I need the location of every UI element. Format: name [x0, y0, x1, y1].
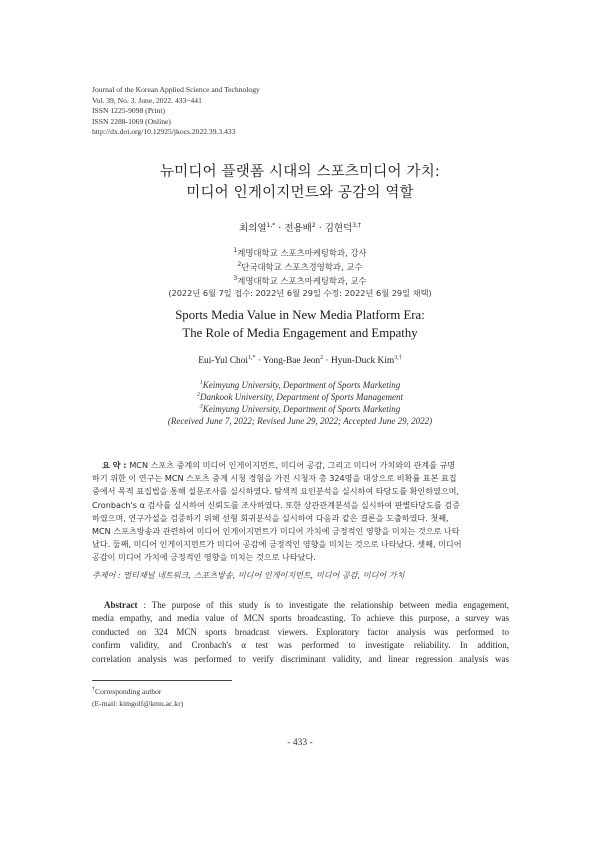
korean-abstract — [92, 459, 509, 565]
korean-abstract-line: 하였으며, 연구가설을 검증하기 위해 선형 회귀분석을 실시하여 다음과 같은 결론을 도출하였다. 첫째, — [92, 512, 449, 523]
corresponding-author-note — [92, 686, 183, 698]
english-abstract-label: Abstract — [104, 600, 138, 610]
abstract-text: : The purpose of this study is to investigate the relationship between media engagement, — [137, 600, 509, 610]
issn-online: ISSN 2288-1069 (Online) — [92, 116, 171, 126]
korean-abstract-line: MCN 스포츠방송과 관련하여 미디어 인게이지먼트가 미디어 가치에 긍정적인 영향을 미치는 것으로 나타 — [92, 526, 460, 537]
issn-print: ISSN 1225-9098 (Print) — [92, 106, 165, 116]
english-abstract-line: conducted on 324 MCN sports broadcast viewers. Exploratory factor analysis was performed to — [92, 626, 509, 637]
korean-dates: (2022년 6월 7일 접수: 2022년 6월 29일 수정: 2022년 6월 29일 채택) — [168, 288, 432, 298]
english-abstract-line — [92, 599, 509, 612]
aff-text: 단국대학교 스포츠경영학과, 교수 — [241, 262, 363, 272]
aff-sup: 1 — [233, 247, 238, 255]
english-author-1-sup: 1,* — [248, 354, 256, 361]
aff-text: 계명대학교 스포츠마케팅학과, 교수 — [237, 276, 367, 286]
aff-text: Keimyung University, Department of Sports Marketing — [202, 404, 401, 414]
english-abstract-line: media empathy, and media value of MCN sports broadcasting. To achieve this purpose, a survey was — [92, 613, 509, 624]
korean-abstract-line — [92, 459, 509, 472]
korean-author-1: 최의열 — [238, 223, 267, 234]
english-author-3: Hyun-Duck Kim — [330, 356, 395, 366]
author-separator: · — [323, 356, 331, 366]
korean-affiliation-1 — [0, 246, 600, 260]
english-authors — [0, 356, 600, 366]
aff-text: 계명대학교 스포츠마케팅학과, 강사 — [237, 248, 367, 258]
keywords-label: 주제어 : — [92, 570, 124, 580]
korean-author-2-sup: 2 — [311, 221, 316, 229]
korean-author-3-sup: 3,† — [352, 221, 361, 229]
korean-title-line1: 뉴미디어 플랫폼 시대의 스포츠미디어 가치: — [159, 164, 441, 180]
english-affiliation-1 — [0, 379, 600, 391]
aff-text: Keimyung University, Department of Sports Marketing — [202, 380, 401, 390]
korean-author-1-sup: 1,* — [266, 221, 276, 229]
aff-sup: 3 — [199, 404, 203, 410]
english-author-2: Yong-Bae Jeon — [263, 356, 321, 366]
author-separator: · — [275, 223, 285, 234]
abstract-text: MCN 스포츠 중계의 미디어 인게이지먼트, 미디어 공감, 그리고 미디어 가치와의 관계를 규명 — [129, 460, 456, 470]
journal-header — [92, 85, 260, 138]
korean-abstract-line: Cronbach's α 검사를 실시하여 신뢰도를 조사하였다. 또한 상관관계분석을 실시하여 판별타당도를 검증 — [92, 499, 460, 510]
korean-abstract-line: 공감이 미디어 가치에 긍정적인 영향을 미치는 것으로 나타났다. — [92, 552, 316, 563]
korean-author-3: 김현덕 — [324, 223, 353, 234]
korean-title-line2: 미디어 인게이지먼트와 공감의 역할 — [186, 185, 414, 201]
korean-abstract-line: 났다. 둘째, 미디어 인게이지먼트가 미디어 공감에 긍정적인 영향을 미치는 것으로 나타났다. 셋째, 미디어 — [92, 539, 462, 550]
korean-affiliation-2 — [0, 260, 600, 274]
korean-abstract-line: 하기 위한 이 연구는 MCN 스포츠 중계 시청 경험을 가진 시청자 총 324명을 대상으로 비확률 표본 표집 — [92, 473, 457, 484]
footnote-text: Corresponding author — [95, 687, 162, 696]
journal-volume: Vol. 39, No. 3. June, 2022. 433~441 — [92, 95, 202, 105]
journal-name: Journal of the Korean Applied Science and Technology — [92, 85, 260, 94]
english-affiliation-2 — [0, 391, 600, 403]
english-author-1: Eui-Yul Choi — [198, 356, 249, 366]
english-abstract — [92, 599, 509, 666]
korean-author-2: 전용배 — [284, 223, 312, 234]
english-affiliation-3 — [0, 403, 600, 415]
aff-sup: 3 — [233, 275, 238, 283]
english-title-line1: Sports Media Value in New Media Platform Era: — [175, 308, 425, 322]
page-number: - 433 - — [287, 738, 313, 748]
footnote-divider — [92, 680, 232, 681]
english-abstract-line: confirm validity, and Cronbach's α test was performed to investigate reliability. In addition, — [92, 640, 509, 651]
korean-abstract-label: 요 약 : — [102, 460, 130, 470]
english-abstract-line: correlation analysis was performed to verify discriminant validity, and linear regression analysis was — [92, 653, 509, 664]
aff-sup: 2 — [237, 261, 242, 269]
english-author-2-sup: 2 — [320, 354, 324, 361]
aff-sup: 1 — [199, 380, 203, 386]
author-separator: · — [315, 223, 325, 234]
doi-link[interactable]: http://dx.doi.org/10.12925/jkocs.2022.39.3.433 — [92, 127, 236, 137]
author-separator: · — [255, 356, 263, 366]
korean-abstract-line: 중에서 목적 표집법을 통해 설문조사를 실시하였다. 탐색적 요인분석을 실시하여 타당도를 확인하였으며, — [92, 486, 460, 497]
aff-text: Dankook University, Department of Sports Management — [200, 392, 403, 402]
footnote — [92, 686, 183, 709]
english-dates: (Received June 7, 2022; Revised June 29, 2022; Accepted June 29, 2022) — [167, 416, 433, 426]
english-title-line2: The Role of Media Engagement and Empathy — [182, 326, 418, 340]
keywords — [92, 570, 404, 581]
english-author-3-sup: 3,† — [394, 354, 402, 361]
korean-authors — [0, 220, 600, 234]
dagger-mark: † — [92, 686, 95, 693]
corresponding-email: (E-mail: kimgolf@kmu.ac.kr) — [92, 698, 184, 708]
keywords-text: 멀티채널 네트워크, 스포츠방송, 미디어 인게이지먼트, 미디어 공감, 미디어 가치 — [123, 570, 405, 580]
aff-sup: 2 — [197, 392, 201, 398]
